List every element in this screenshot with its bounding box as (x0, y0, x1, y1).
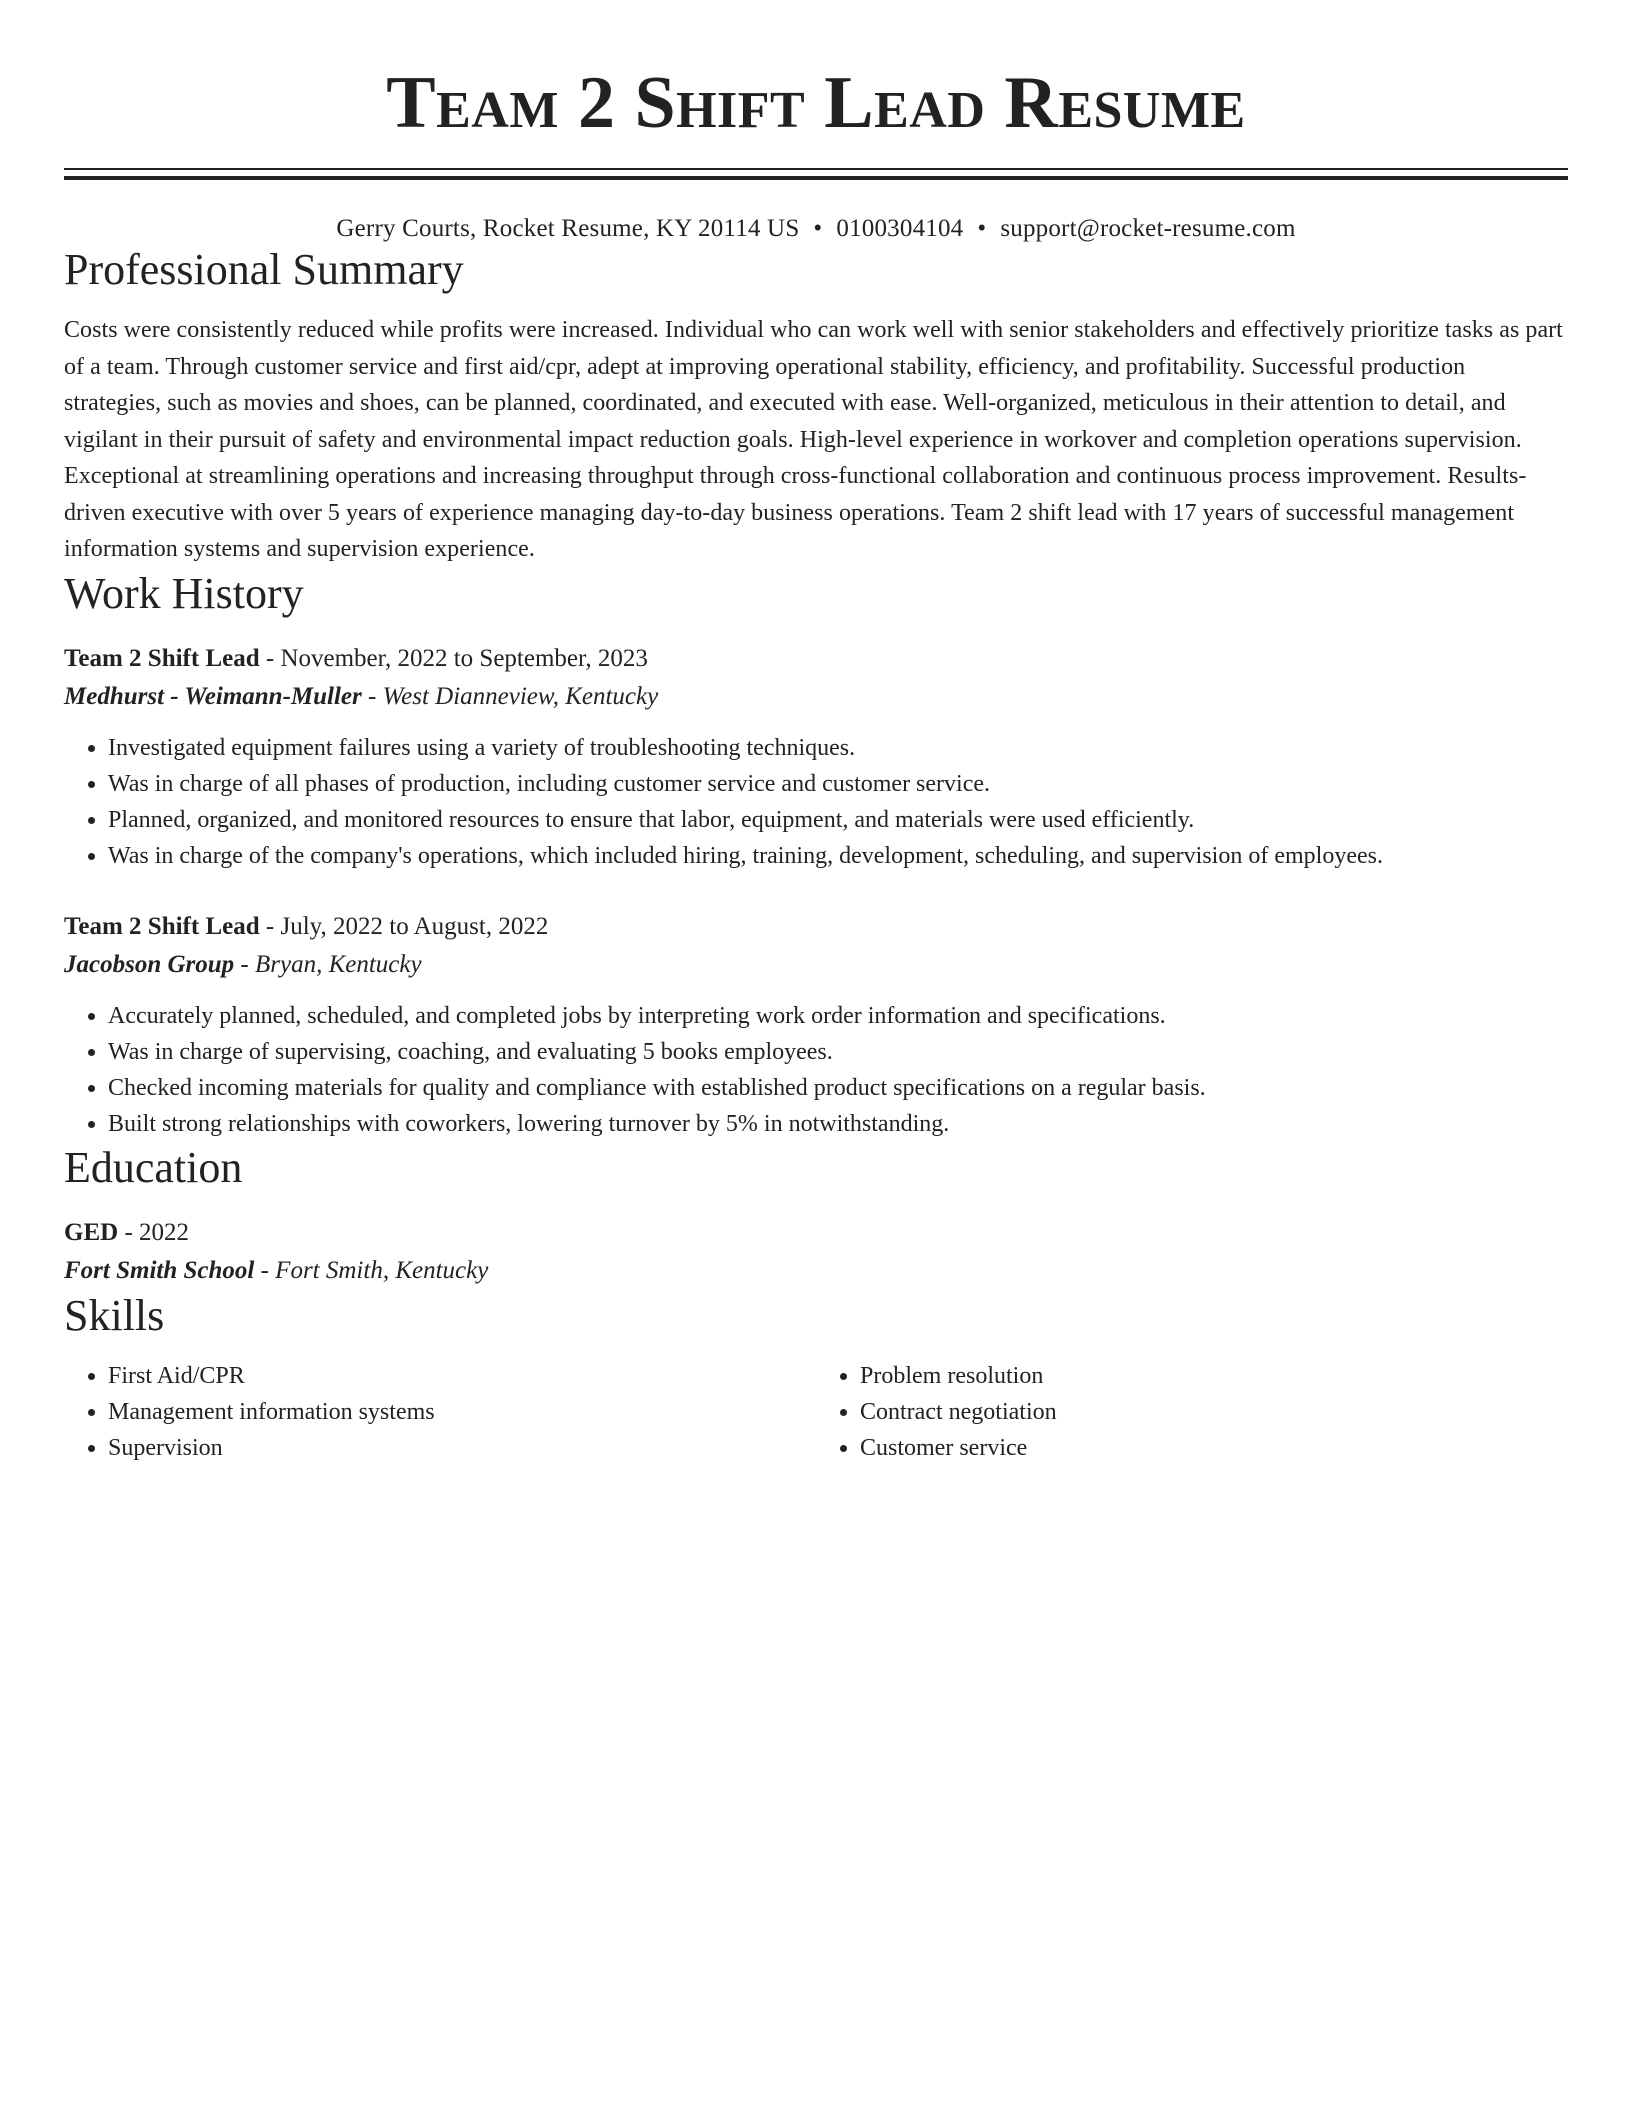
section-heading-skills: Skills (64, 1290, 165, 1340)
job-location: - West Dianneview, Kentucky (361, 682, 659, 710)
skills-list-right (816, 1358, 1568, 1466)
education-header (64, 1214, 1568, 1252)
skill-item: • Customer service (860, 1430, 1568, 1466)
job-dates: - July, 2022 to August, 2022 (259, 912, 549, 940)
job-company: Jacobson Group (64, 950, 235, 978)
section-heading-education: Education (64, 1142, 243, 1192)
page-title: Team 2 Shift Lead Resume (386, 62, 1246, 144)
job-company-line (64, 678, 1568, 716)
education-location: - Fort Smith, Kentucky (254, 1256, 489, 1284)
education-degree: GED (64, 1218, 119, 1246)
list-item: • Planned, organized, and monitored resources to ensure that labor, equipment, and materials were used efficiently. (108, 802, 1568, 838)
skills-columns (64, 1358, 1568, 1466)
list-item: • Was in charge of the company's operations, which included hiring, training, development, scheduling, and supervision of employees. (108, 838, 1568, 874)
list-item: • Built strong relationships with coworkers, lowering turnover by 5% in notwithstanding. (108, 1106, 1568, 1142)
skill-item: • Contract negotiation (860, 1394, 1568, 1430)
list-item: • Was in charge of supervising, coaching, and evaluating 5 books employees. (108, 1034, 1568, 1070)
skill-item: • First Aid/CPR (108, 1358, 816, 1394)
contact-address: Gerry Courts, Rocket Resume, KY 20114 US (336, 215, 800, 242)
list-item: • Was in charge of all phases of production, including customer service and customer service. (108, 766, 1568, 802)
skill-item: • Problem resolution (860, 1358, 1568, 1394)
job-bullets (64, 730, 1568, 874)
resume-page (64, 0, 1568, 1466)
section-heading-work-history: Work History (64, 568, 304, 618)
education-school-line (64, 1252, 1568, 1290)
skills-list-left (64, 1358, 816, 1466)
skill-item: • Management information systems (108, 1394, 816, 1430)
contact-line (64, 214, 1568, 244)
list-item: • Accurately planned, scheduled, and completed jobs by interpreting work order information and specifications. (108, 998, 1568, 1034)
job-bullets (64, 998, 1568, 1142)
education-entry (64, 1214, 1568, 1290)
contact-phone: 0100304104 (836, 215, 964, 242)
job-entry (64, 908, 1568, 1142)
job-company-line (64, 946, 1568, 984)
summary-text: Costs were consistently reduced while profits were increased. Individual who can work well with senior stakeholders and effectively prioritize tasks as part of a team. Through customer service and first aid/cpr, adept at improving operational stability, efficiency, and profitability. Successful production strategies, such as movies and shoes, can be planned, coordinated, and executed with ease. Well-organized, meticulous in their attention to detail, and vigilant in their pursuit of safety and environmental impact reduction goals. High-level experience in workover and completion operations supervision. Exceptional at streamlining operations and increasing throughput through cross-functional collaboration and continuous process improvement. Results-driven executive with over 5 years of experience managing day-to-day business operations. Team 2 shift lead with 17 years of successful management information systems and supervision experience. (64, 317, 1563, 562)
list-item: • Checked incoming materials for quality and compliance with established product specifications on a regular basis. (108, 1070, 1568, 1106)
job-company: Medhurst - Weimann-Muller (64, 682, 362, 710)
title-divider-thin (64, 168, 1568, 170)
job-role: Team 2 Shift Lead (64, 644, 260, 672)
title-divider-thick (64, 176, 1568, 180)
job-role: Team 2 Shift Lead (64, 912, 260, 940)
job-header (64, 908, 1568, 946)
job-dates: - November, 2022 to September, 2023 (259, 644, 648, 672)
education-school: Fort Smith School (64, 1256, 255, 1284)
list-item: • Investigated equipment failures using a variety of troubleshooting techniques. (108, 730, 1568, 766)
contact-separator: • (813, 215, 823, 242)
job-header (64, 640, 1568, 678)
contact-separator: • (977, 215, 987, 242)
contact-email: support@rocket-resume.com (1000, 215, 1296, 242)
education-year: - 2022 (118, 1218, 190, 1246)
section-heading-summary: Professional Summary (64, 245, 464, 294)
skill-item: • Supervision (108, 1430, 816, 1466)
job-entry (64, 640, 1568, 874)
job-location: - Bryan, Kentucky (234, 950, 422, 978)
